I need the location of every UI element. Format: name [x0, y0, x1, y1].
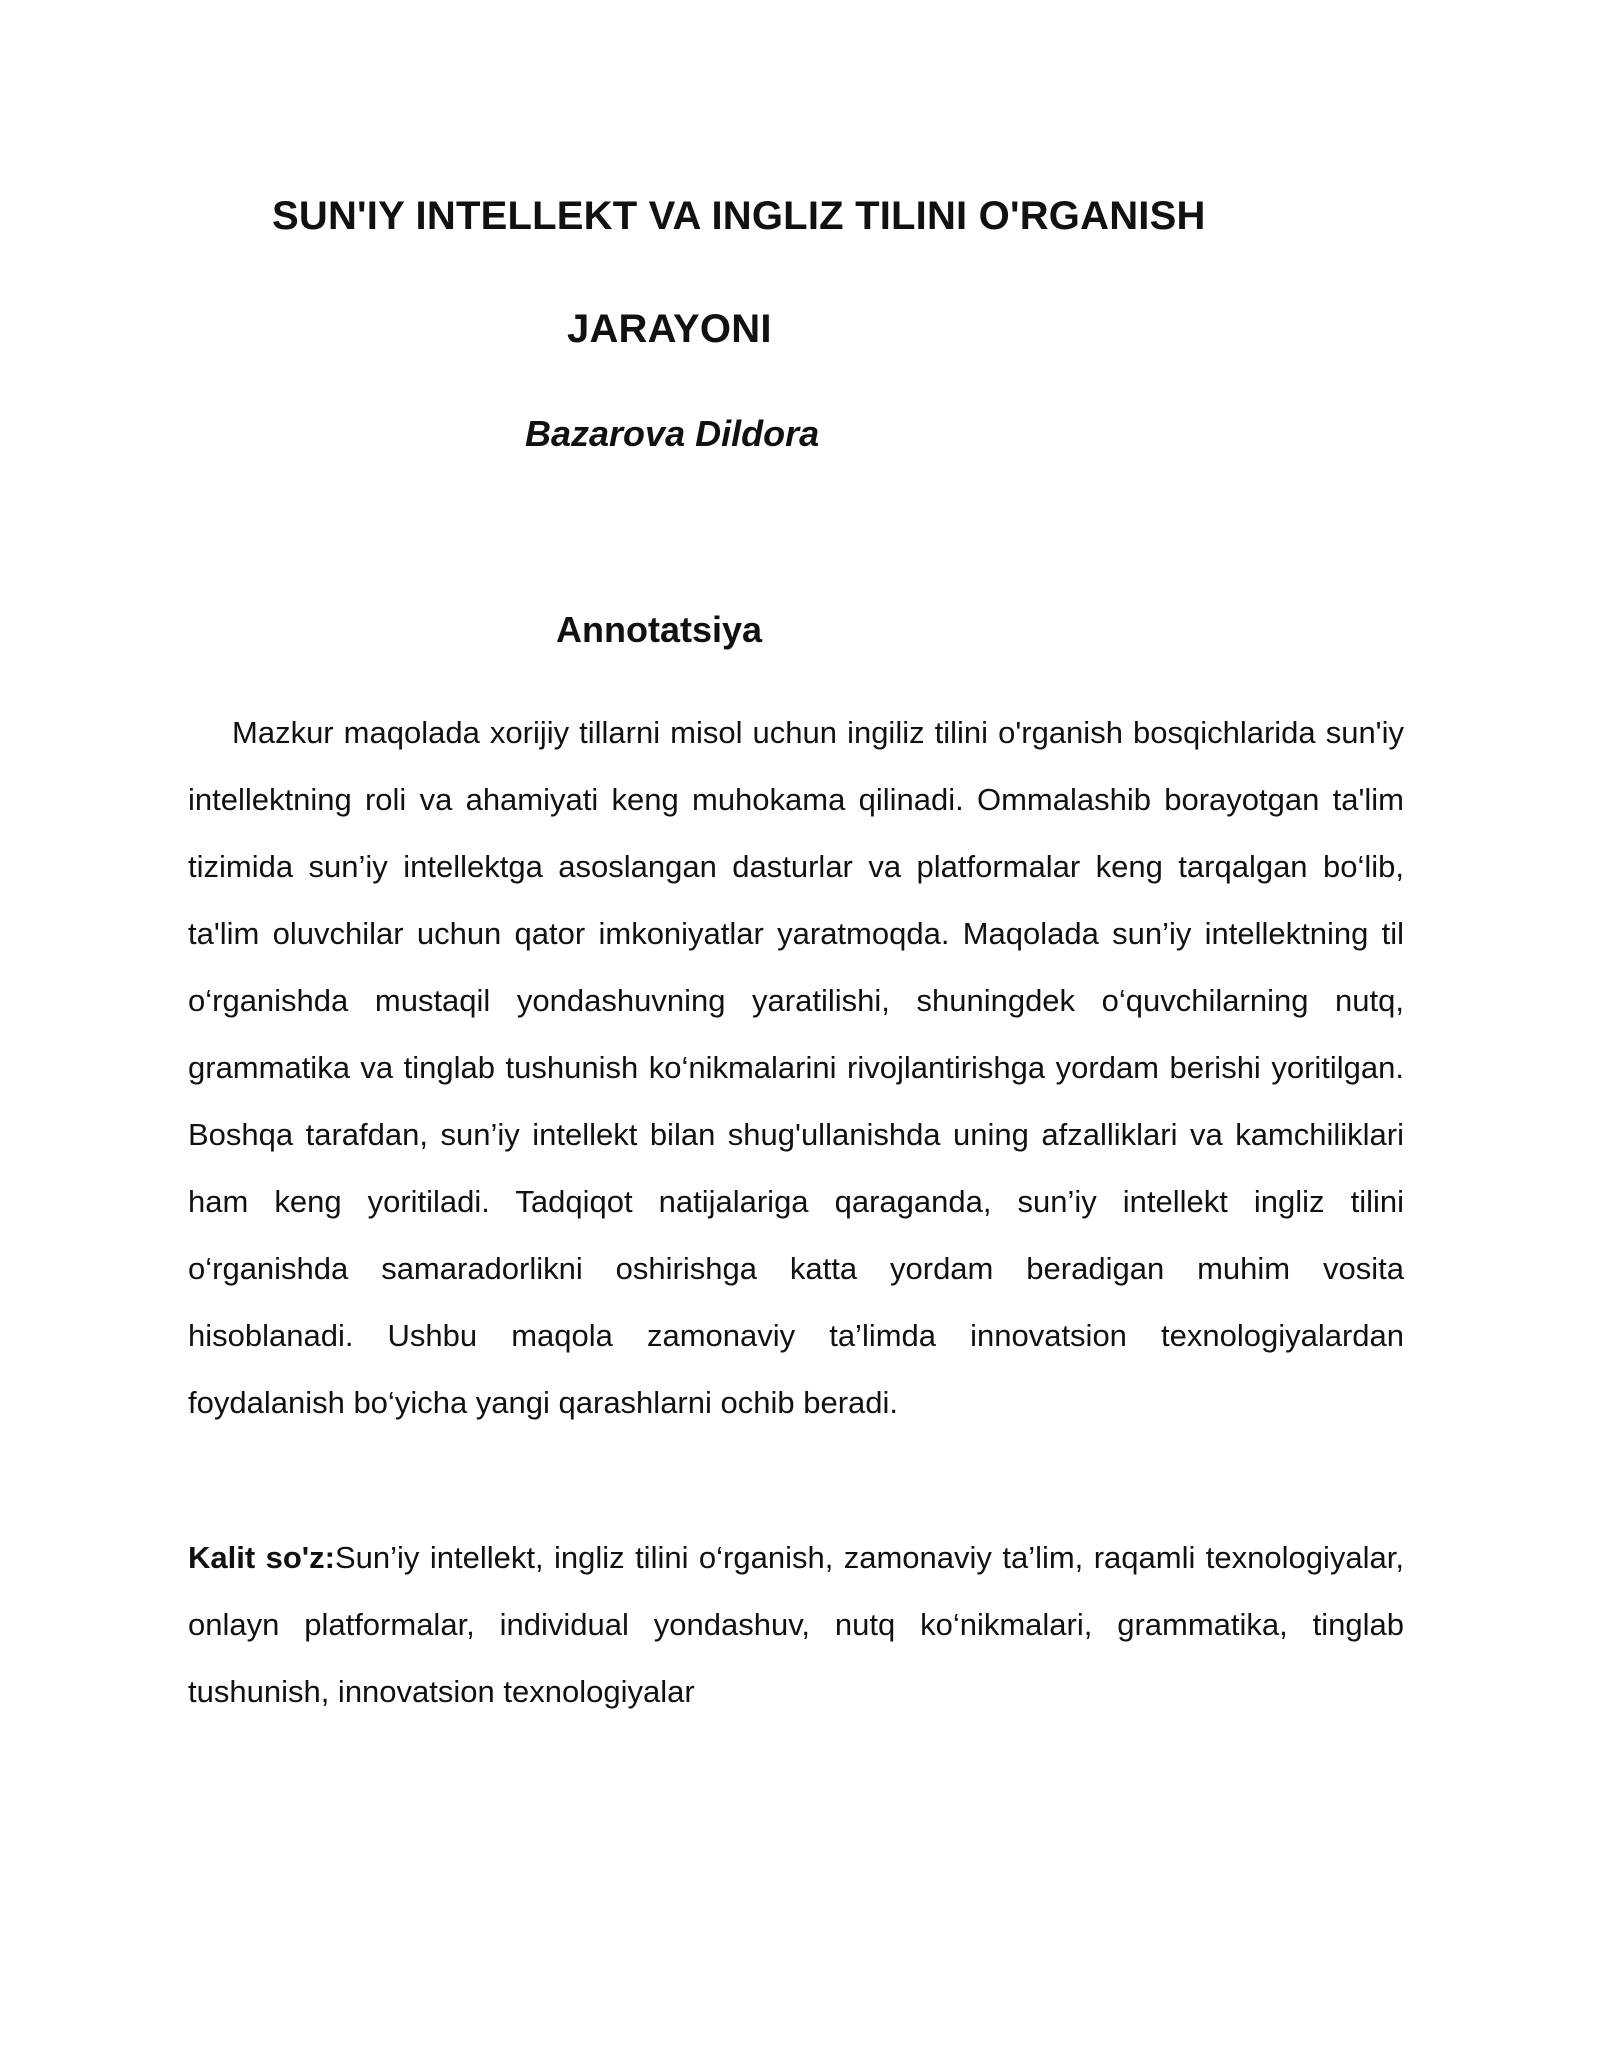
paper-title-line-1: SUN'IY INTELLEKT VA INGLIZ TILINI O'RGANISH — [272, 194, 1206, 238]
keywords-label: Kalit so'z: — [188, 1540, 335, 1575]
abstract-heading: Annotatsiya — [556, 609, 763, 650]
keywords-list: Sun’iy intellekt, ingliz tilini o‘rganish, zamonaviy ta’lim, raqamli texnologiyalar, onlayn platformalar, individual yondashuv, nutq ko‘nikmalari, grammatika, tinglab tushunish, innovatsion texnologiyalar — [188, 1540, 1404, 1709]
keywords-paragraph — [188, 1524, 1404, 1725]
author-name: Bazarova Dildora — [525, 413, 820, 454]
abstract-paragraph: Mazkur maqolada xorijiy tillarni misol uchun ingiliz tilini o'rganish bosqichlarida sun'iy intellektning roli va ahamiyati keng muhokama qilinadi. Ommalashib borayotgan ta'lim tizimida sun’iy intellektga asoslangan dasturlar va platformalar keng tarqalgan bo‘lib, ta'lim oluvchilar uchun qator imkoniyatlar yaratmoqda. Maqolada sun’iy intellektning til o‘rganishda mustaqil yondashuvning yaratilishi, shuningdek o‘quvchilarning nutq, grammatika va tinglab tushunish ko‘nikmalarini rivojlantirishga yordam berishi yoritilgan. Boshqa tarafdan, sun’iy intellekt bilan shug'ullanishda uning afzalliklari va kamchiliklari ham keng yoritiladi. Tadqiqot natijalariga qaraganda, sun’iy intellekt ingliz tilini o‘rganishda samaradorlikni oshirishga katta yordam beradigan muhim vosita hisoblanadi. Ushbu maqola zamonaviy ta’limda innovatsion texnologiyalardan foydalanish bo‘yicha yangi qarashlarni ochib beradi. — [188, 715, 1404, 1420]
paper-title-line-2: JARAYONI — [567, 307, 772, 351]
